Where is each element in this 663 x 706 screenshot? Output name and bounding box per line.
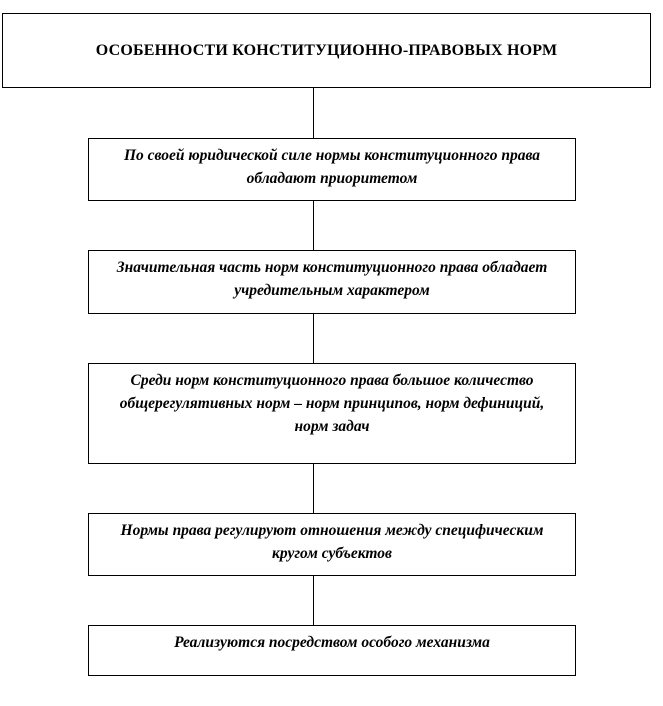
connector-line — [313, 575, 314, 625]
feature-box-5 — [88, 625, 576, 676]
feature-text: По своей юридической силе нормы конституционного права обладают приоритетом — [123, 147, 541, 187]
connector-line — [313, 88, 314, 138]
feature-text: Значительная часть норм конституционного права обладает учредительным характером — [116, 259, 548, 299]
diagram-title-box — [2, 13, 651, 88]
connector-line — [313, 200, 314, 250]
feature-box-3 — [88, 363, 576, 464]
feature-box-2 — [88, 250, 576, 314]
connector-line — [313, 313, 314, 363]
feature-box-1 — [88, 138, 576, 201]
feature-text: Среди норм конституционного права большое количество общерегулятивных норм – норм принципов, норм дефиниций, норм задач — [119, 372, 545, 435]
feature-text: Реализуются посредством особого механизма — [174, 634, 490, 651]
feature-box-4 — [88, 513, 576, 576]
diagram-title: ОСОБЕННОСТИ КОНСТИТУЦИОННО-ПРАВОВЫХ НОРМ — [95, 41, 558, 59]
connector-line — [313, 463, 314, 513]
feature-text: Нормы права регулируют отношения между специфическим кругом субъектов — [120, 522, 544, 562]
